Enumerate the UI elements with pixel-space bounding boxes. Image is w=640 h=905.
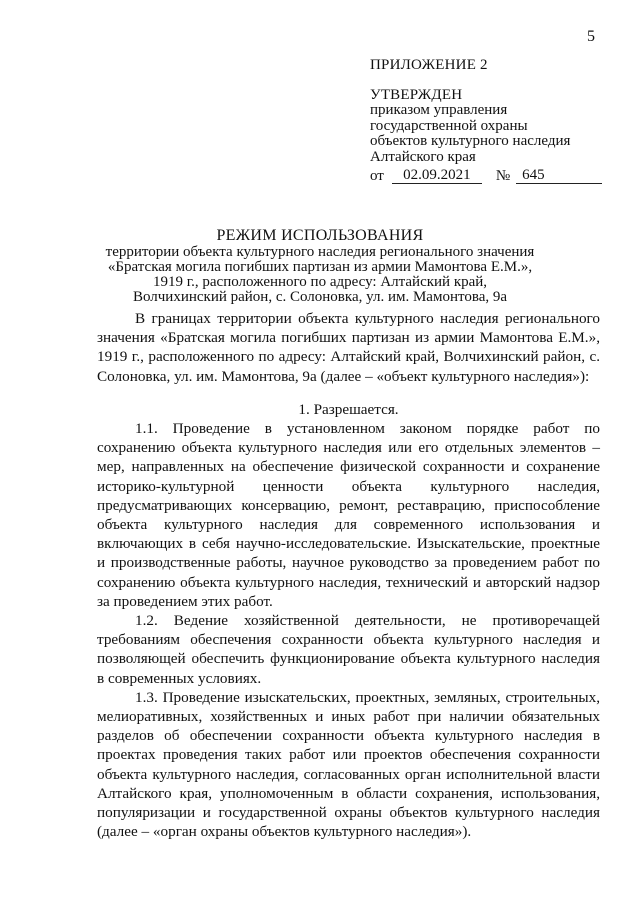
approval-line: Алтайского края — [370, 148, 476, 165]
title-line: Волчихинский район, с. Солоновка, ул. им. Мамонтова, 9а — [132, 289, 508, 305]
approval-block — [370, 58, 610, 184]
page-number: 5 — [587, 28, 595, 45]
paragraph-1-3: 1.3. Проведение изыскательских, проектных, земляных, строительных, мелиоративных, хозяйственных и иных работ при наличии обязательных разделов об обеспечении сохранности объекта культурного наследия в проектах проведения таких работ или проектов обеспечения сохранности объекта культурного наследия, согласованных орган исполнительной власти Алтайского края, уполномоченным в области сохранения, использования, популяризации и государственной охраны объектов культурного наследия (далее – «орган охраны объектов культурного наследия»). — [97, 688, 600, 841]
document-title: РЕЖИМ ИСПОЛЬЗОВАНИЯ — [216, 227, 424, 244]
section-heading: 1. Разрешается. — [298, 400, 399, 418]
order-line — [370, 168, 610, 184]
title-line: территории объекта культурного наследия регионального значения — [105, 244, 535, 260]
intro-paragraph: В границах территории объекта культурного наследия регионального значения «Братская могила погибших партизан из армии Мамонтова Е.М.», 1919 г., расположенного по адресу: Алтайский край, Волчихинский район, с. Солоновка, ул. им. Мамонтова, 9а (далее – «объект культурного наследия»): — [97, 310, 600, 385]
approval-line: приказом управления — [370, 102, 508, 118]
title-line: 1919 г., расположенного по адресу: Алтайский край, — [152, 274, 488, 290]
from-label: от — [370, 167, 384, 184]
appendix-label: ПРИЛОЖЕНИЕ 2 — [370, 57, 488, 73]
paragraph-1-2: 1.2. Ведение хозяйственной деятельности, не противоречащей требованиям обеспечения сохранности объекта культурного наследия и позволяющей обеспечить функционирование объекта культурного наследия в современных условиях. — [97, 612, 600, 687]
document-title-block — [95, 228, 545, 305]
order-number: 645 — [516, 168, 602, 184]
document-body — [97, 309, 600, 841]
title-line: «Братская могила погибших партизан из армии Мамонтова Е.М.», — [107, 259, 533, 275]
number-label: № — [495, 167, 511, 184]
approved-label: УТВЕРЖДЕН — [370, 86, 463, 103]
order-date: 02.09.2021 — [392, 168, 482, 184]
approval-line: государственной охраны — [370, 117, 528, 134]
paragraph-1-1: 1.1. Проведение в установленном законом порядке работ по сохранению объекта культурного наследия или его отдельных элементов – мер, направленных на обеспечение физической сохранности и сохранение историко-культурной ценности объекта культурного наследия, предусматривающих консервацию, ремонт, реставрацию, приспособление объекта культурного наследия для современного использования и включающих в себя научно-исследовательские. Изыскательские, проектные и производственные работы, научное руководство за проведением работ по сохранению объекта культурного наследия, технический и авторский надзор за проведением этих работ. — [97, 420, 600, 610]
approval-line: объектов культурного наследия — [370, 133, 571, 149]
